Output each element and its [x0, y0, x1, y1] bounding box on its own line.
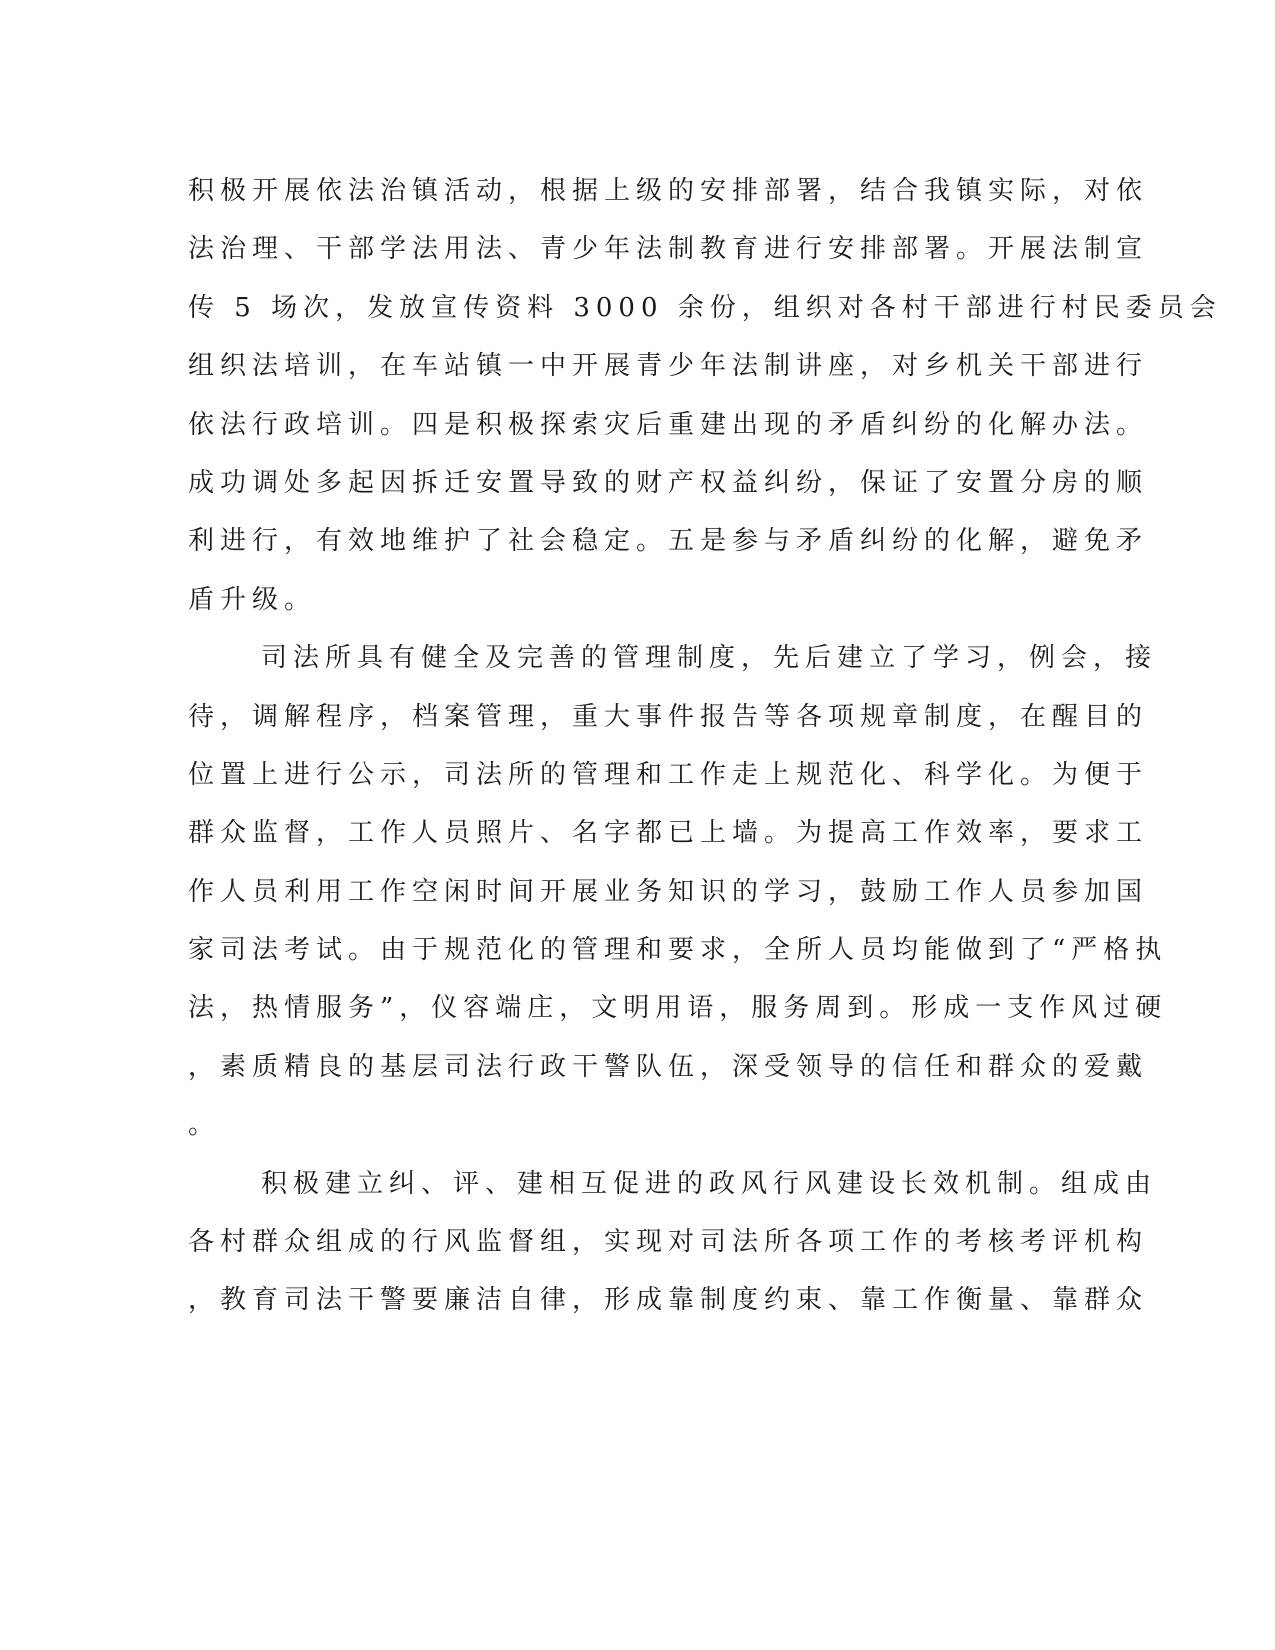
text-line: 积极开展依法治镇活动，根据上级的安排部署，结合我镇实际，对依 [188, 176, 1149, 206]
text-line: 群众监督，工作人员照片、名字都已上墙。为提高工作效率，要求工 [188, 818, 1149, 849]
paragraph-start-line: 司法所具有健全及完善的管理制度，先后建立了学习，例会，接 [261, 643, 1158, 674]
text-line: ，素质精良的基层司法行政干警队伍，深受领导的信任和群众的爱戴 [188, 1051, 1149, 1082]
paragraph-start-line: 积极建立纠、评、建相互促进的政风行风建设长效机制。组成由 [261, 1168, 1158, 1199]
text-line: 法，热情服务”，仪容端庄，文明用语，服务周到。形成一支作风过硬 [188, 993, 1168, 1024]
text-line: 家司法考试。由于规范化的管理和要求，全所人员均能做到了“严格执 [188, 935, 1168, 966]
text-line: 待，调解程序，档案管理，重大事件报告等各项规章制度，在醒目的 [188, 701, 1149, 732]
text-line: 作人员利用工作空闲时间开展业务知识的学习，鼓励工作人员参加国 [188, 876, 1149, 907]
text-line: 传 5 场次，发放宣传资料 3000 余份，组织对各村干部进行村民委员会 [188, 292, 1222, 323]
text-line: 利进行，有效地维护了社会稳定。五是参与矛盾纠纷的化解，避免矛 [188, 526, 1149, 557]
text-line: 盾升级。 [188, 584, 317, 615]
body-text [188, 162, 1222, 1330]
text-line: 组织法培训，在车站镇一中开展青少年法制讲座，对乡机关干部进行 [188, 351, 1149, 382]
text-line: 法治理、干部学法用法、青少年法制教育进行安排部署。开展法制宣 [188, 234, 1149, 265]
text-line: ，教育司法干警要廉洁自律，形成靠制度约束、靠工作衡量、靠群众 [188, 1285, 1149, 1316]
text-line: 依法行政培训。四是积极探索灾后重建出现的矛盾纠纷的化解办法。 [188, 409, 1149, 440]
text-line: 各村群众组成的行风监督组，实现对司法所各项工作的考核考评机构 [188, 1227, 1149, 1258]
text-line: 位置上进行公示，司法所的管理和工作走上规范化、科学化。为便于 [188, 759, 1149, 790]
text-line: 成功调处多起因拆迁安置导致的财产权益纠纷，保证了安置分房的顺 [188, 467, 1149, 498]
text-line: 。 [188, 1110, 221, 1141]
